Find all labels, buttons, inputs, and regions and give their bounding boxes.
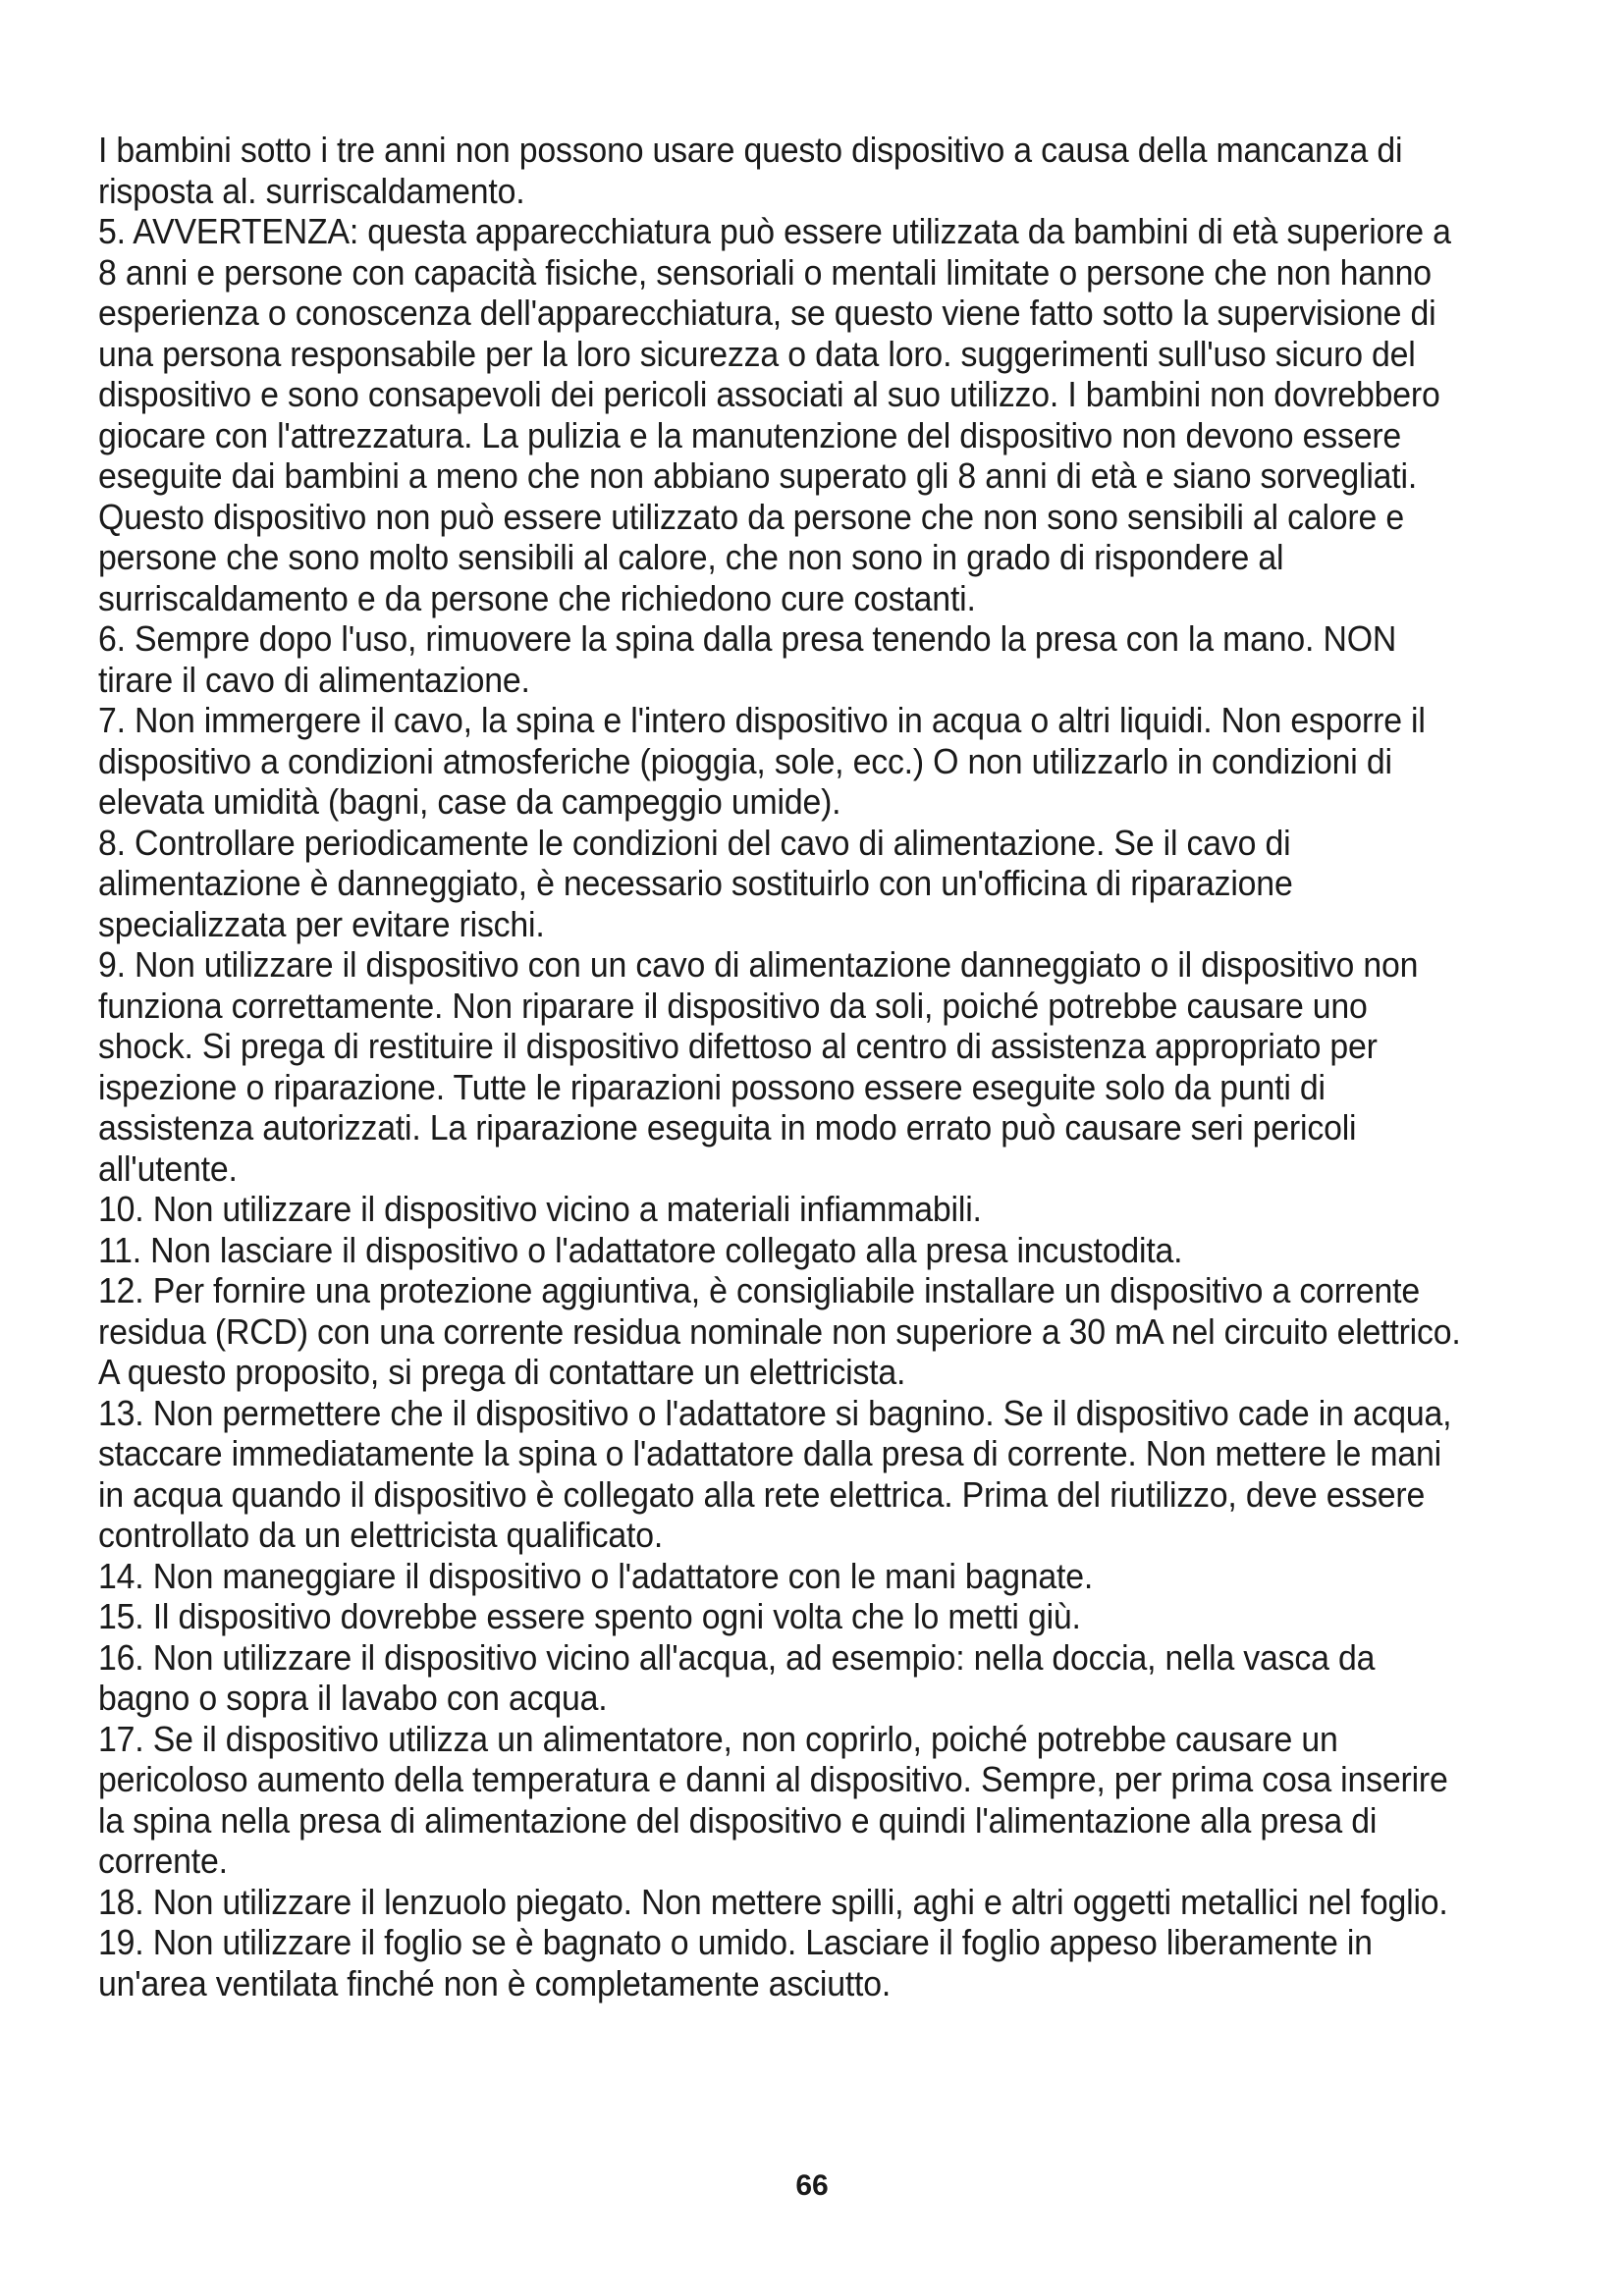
paragraph-item-9: 9. Non utilizzare il dispositivo con un cavo di alimentazione danneggiato o il dispositivo non funziona correttamente. Non riparare il dispositivo da soli, poiché potrebbe causare uno shock. Si prega di restituire il dispositivo difettoso al centro di assistenza appropriato per ispezione o riparazione. Tutte le riparazioni possono essere eseguite solo da punti di assistenza autorizzati. La riparazione eseguita in modo errato può causare seri pericoli all'utente. xyxy=(98,944,1419,1189)
paragraph-item-17: 17. Se il dispositivo utilizza un alimentatore, non coprirlo, poiché potrebbe causare un pericoloso aumento della temperatura e danni al dispositivo. Sempre, per prima cosa inserire la spina nella presa di alimentazione del dispositivo e quindi l'alimentazione alla presa di corrente. xyxy=(98,1718,1448,1881)
paragraph-item-10: 10. Non utilizzare il dispositivo vicino a materiali infiammabili. xyxy=(98,1189,982,1229)
paragraph-item-19: 19. Non utilizzare il foglio se è bagnato o umido. Lasciare il foglio appeso liberamente in un'area ventilata finché non è completamente asciutto. xyxy=(98,1922,1373,2003)
document-body xyxy=(98,130,1464,2003)
paragraph-item-15: 15. Il dispositivo dovrebbe essere spento ogni volta che lo metti giù. xyxy=(98,1596,1081,1636)
paragraph-item-7: 7. Non immergere il cavo, la spina e l'intero dispositivo in acqua o altri liquidi. Non esporre il dispositivo a condizioni atmosferiche (pioggia, sole, ecc.) O non utilizzarlo in condizioni di elevata umidità (bagni, case da campeggio umide). xyxy=(98,700,1426,822)
paragraph-intro: I bambini sotto i tre anni non possono usare questo dispositivo a causa della mancanza di risposta al. surriscaldamento. xyxy=(98,130,1403,211)
paragraph-item-12: 12. Per fornire una protezione aggiuntiva, è consigliabile installare un dispositivo a corrente residua (RCD) con una corrente residua nominale non superiore a 30 mA nel circuito elettrico. A questo proposito, si prega di contattare un elettricista. xyxy=(98,1270,1461,1392)
paragraph-item-6: 6. Sempre dopo l'uso, rimuovere la spina dalla presa tenendo la presa con la mano. NON tirare il cavo di alimentazione. xyxy=(98,618,1397,700)
paragraph-item-18: 18. Non utilizzare il lenzuolo piegato. Non mettere spilli, aghi e altri oggetti metallici nel foglio. xyxy=(98,1881,1448,1922)
paragraph-item-11: 11. Non lasciare il dispositivo o l'adattatore collegato alla presa incustodita. xyxy=(98,1229,1183,1270)
paragraph-item-16: 16. Non utilizzare il dispositivo vicino all'acqua, ad esempio: nella doccia, nella vasca da bagno o sopra il lavabo con acqua. xyxy=(98,1636,1376,1718)
paragraph-item-13: 13. Non permettere che il dispositivo o l'adattatore si bagnino. Se il dispositivo cade in acqua, staccare immediatamente la spina o l'adattatore dalla presa di corrente. Non mettere le mani in acqua quando il dispositivo è collegato alla rete elettrica. Prima del riutilizzo, deve essere controllato da un elettricista qualificato. xyxy=(98,1392,1452,1555)
paragraph-item-14: 14. Non maneggiare il dispositivo o l'adattatore con le mani bagnate. xyxy=(98,1555,1094,1596)
page-number: 66 xyxy=(795,2169,829,2202)
paragraph-item-8: 8. Controllare periodicamente le condizioni del cavo di alimentazione. Se il cavo di alimentazione è danneggiato, è necessario sostituirlo con un'officina di riparazione specializzata per evitare rischi. xyxy=(98,822,1293,944)
paragraph-item-5: 5. AVVERTENZA: questa apparecchiatura può essere utilizzata da bambini di età superiore a 8 anni e persone con capacità fisiche, sensoriali o mentali limitate o persone che non hanno esperienza o conoscenza dell'apparecchiatura, se questo viene fatto sotto la supervisione di una persona responsabile per la loro sicurezza o data loro. suggerimenti sull'uso sicuro del dispositivo e sono consapevoli dei pericoli associati al suo utilizzo. I bambini non dovrebbero giocare con l'attrezzatura. La pulizia e la manutenzione del dispositivo non devono essere eseguite dai bambini a meno che non abbiano superato gli 8 anni di età e siano sorvegliati. Questo dispositivo non può essere utilizzato da persone che non sono sensibili al calore e persone che sono molto sensibili al calore, che non sono in grado di rispondere al surriscaldamento e da persone che richiedono cure costanti. xyxy=(98,211,1451,618)
